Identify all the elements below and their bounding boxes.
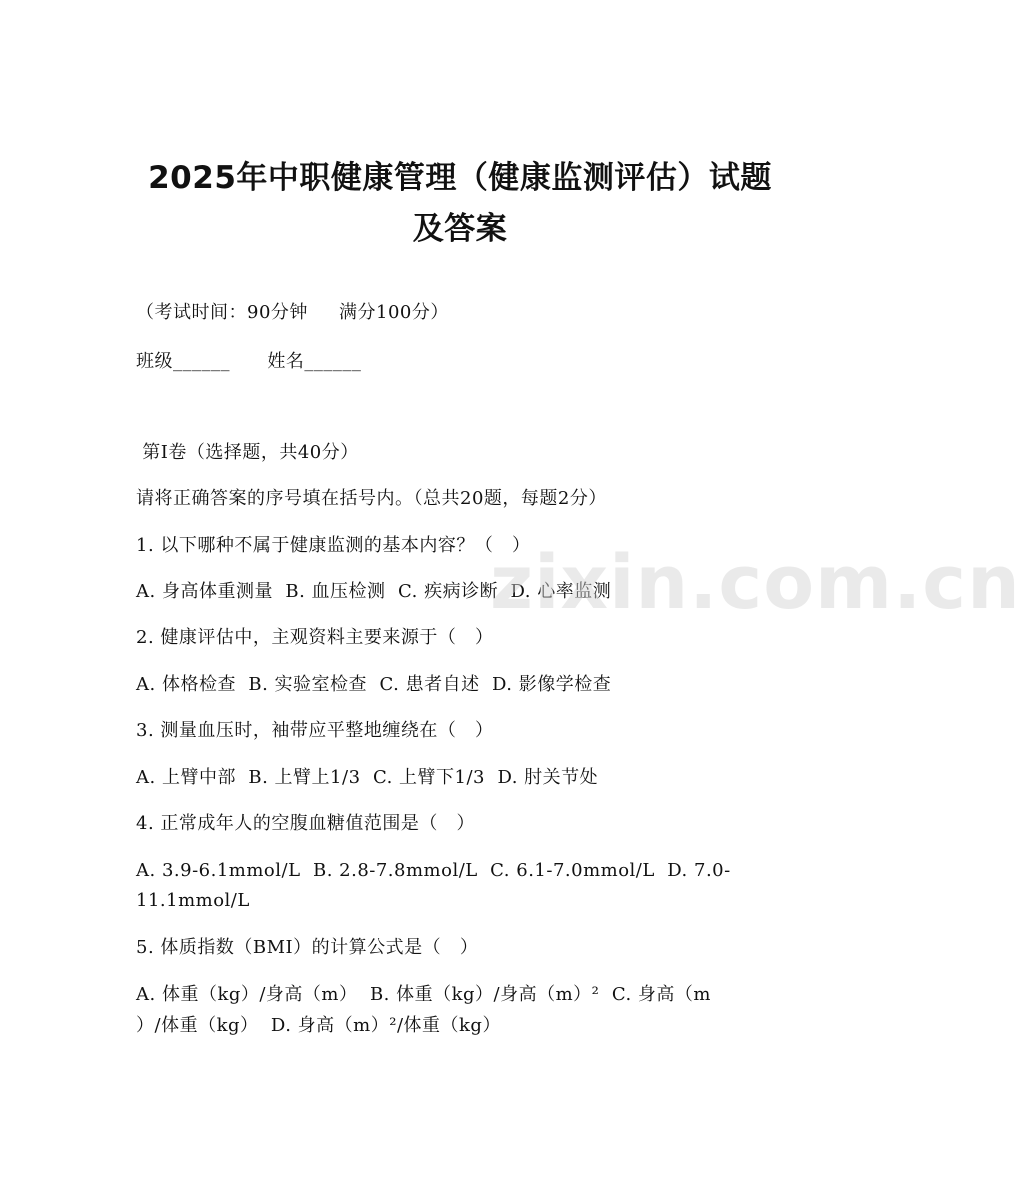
question-1: 1. 以下哪种不属于健康监测的基本内容？（ ） (136, 535, 531, 556)
question-1-options: A. 身高体重测量 B. 血压检测 C. 疾病诊断 D. 心率监测 (136, 581, 612, 602)
question-3-options: A. 上臂中部 B. 上臂上1/3 C. 上臂下1/3 D. 肘关节处 (136, 767, 599, 788)
class-name-fields: 班级______ 姓名______ (136, 351, 362, 372)
exam-info: （考试时间：90分钟 满分100分） (136, 302, 449, 323)
question-4-options-continued: 11.1mmol/L (136, 890, 250, 911)
question-4: 4. 正常成年人的空腹血糖值范围是（ ） (136, 813, 476, 834)
watermark: zixin.com.cn (490, 540, 1021, 626)
instruction-text: 请将正确答案的序号填在括号内。（总共20题，每题2分） (136, 488, 607, 509)
question-5-options-continued: ）/体重（kg） D. 身高（m）²/体重（kg） (136, 1015, 501, 1036)
question-4-options: A. 3.9-6.1mmol/L B. 2.8-7.8mmol/L C. 6.1-7.0mmol/L D. 7.0- (136, 860, 731, 881)
question-5: 5. 体质指数（BMI）的计算公式是（ ） (136, 937, 479, 958)
question-2: 2. 健康评估中，主观资料主要来源于（ ） (136, 627, 494, 648)
document-title-line-1: 2025年中职健康管理（健康监测评估）试题 (148, 160, 772, 196)
question-3: 3. 测量血压时，袖带应平整地缠绕在（ ） (136, 720, 494, 741)
question-2-options: A. 体格检查 B. 实验室检查 C. 患者自述 D. 影像学检查 (136, 674, 612, 695)
question-5-options: A. 体重（kg）/身高（m） B. 体重（kg）/身高（m）² C. 身高（m (136, 984, 711, 1005)
document-title-line-2: 及答案 (412, 211, 508, 247)
section-heading: 第I卷（选择题，共40分） (136, 442, 359, 463)
